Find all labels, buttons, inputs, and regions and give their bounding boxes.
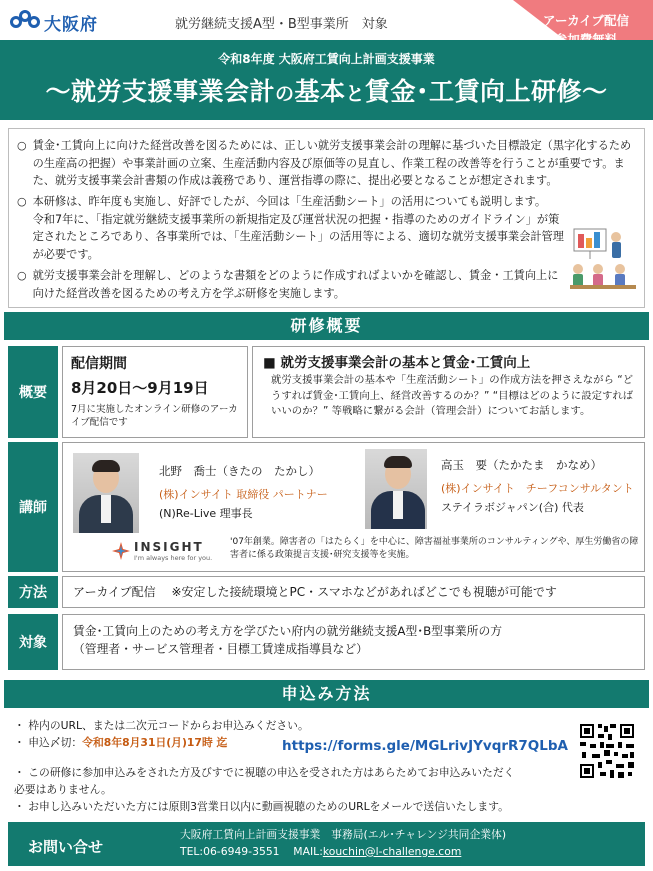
course-description: 就労支援事業会計の基本や「生産活動シート」の作成方法を押さえながら “どうすれば賃金･工賃向上、経営改善するのか？” “目標はどのように設定すればいいのか？” 等戦略に繋がる会計（管理会計）についてお話します。 bbox=[271, 374, 634, 418]
bullet-icon: ○ bbox=[17, 195, 27, 209]
target-line-1: 賃金･工賃向上のための考え方を学びたい府内の就労継続支援A型･B型事業所の方 bbox=[73, 624, 503, 638]
overview-section-band: 研修概要 bbox=[4, 312, 649, 340]
title-part-e: 賃金･工賃向上研修～ bbox=[365, 77, 608, 106]
period-note: 7月に実施したオンライン研修のアーカイブ配信です bbox=[71, 404, 238, 428]
course-title: ■ 就労支援事業会計の基本と賃金･工賃向上 bbox=[263, 355, 531, 371]
lecturer-2-role: (株)インサイト チーフコンサルタント bbox=[441, 482, 634, 495]
lecturer-label: 講師 bbox=[8, 442, 58, 572]
apply-instructions bbox=[14, 718, 634, 816]
intro-text-2b: 令和7年に、「指定就労継続支援事業所の新規指定及び運営状況の把握・指導のためのガイドライン」が策定されたところであり、各事業所では、「生産活動シート」の活用等による、適切な就労支援事業会計管理が必要です。 bbox=[32, 212, 564, 262]
target-label: 対象 bbox=[8, 614, 58, 670]
title-subtitle: 令和8年度 大阪府工賃向上計画支援事業 bbox=[218, 52, 435, 66]
logo-text: 大阪府 bbox=[44, 14, 98, 35]
intro-box bbox=[8, 128, 645, 308]
insight-star-icon bbox=[112, 542, 130, 560]
bullet-icon: ○ bbox=[17, 268, 27, 282]
intro-text-1: 賃金･工賃向上に向けた経営改善を図るためには、正しい就労支援事業会計の理解に基づいた目標設定（黒字化するための生産高の把握）や事業計画の立案、生産活動内容及び原価等の見直し、作業工程の改善等を行うことが重要です。また、就労支援事業会計書類の作成は義務であり、運営指導の際に、提出必要となることが想定されます。 bbox=[32, 139, 632, 188]
intro-paragraph-1 bbox=[17, 137, 636, 190]
apply-line-3: ・ この研修に参加申込みをされた方及びすでに視聴の申込を受された方はあらためてお申込みいただく bbox=[14, 766, 515, 780]
title-part-b: の bbox=[274, 83, 295, 105]
apply-line-4: ・ お申し込みいただいた方には原則3営業日以内に動画視聴のためのURLをメールで送信いたします。 bbox=[14, 799, 509, 813]
contact-mail-link[interactable]: kouchin@l-challenge.com bbox=[322, 844, 462, 858]
insight-logo bbox=[112, 540, 212, 562]
apply-line-3b: 必要はありません。 bbox=[14, 783, 112, 797]
meeting-illustration-icon bbox=[568, 225, 638, 293]
lecturer-2-info bbox=[441, 457, 634, 515]
title-part-a: ～就労支援事業会計 bbox=[45, 77, 275, 106]
contact-mail-label: MAIL: bbox=[293, 844, 323, 858]
intro-paragraph-2 bbox=[17, 193, 636, 264]
lecturer-2-name: 高玉 要（たかたま かなめ） bbox=[441, 458, 602, 472]
deadline-prefix: ・ 申込〆切： bbox=[14, 735, 83, 749]
target-box bbox=[62, 614, 645, 670]
qr-code-icon[interactable] bbox=[578, 722, 636, 780]
overview-label: 概要 bbox=[8, 346, 58, 438]
osaka-mark-icon bbox=[10, 10, 40, 34]
page-title bbox=[0, 72, 653, 108]
contact-label: お問い合せ bbox=[28, 838, 104, 856]
insight-description: '07年創業。障害者の「はたらく」を中心に、障害福祉事業所のコンサルティングや、厚生労働省の障害者に係る政策提言支援･研究支援等を実施。 bbox=[230, 537, 639, 561]
lecturer-2-org: ステイラボジャパン(合) 代表 bbox=[441, 501, 584, 514]
lecturer-1-org: (N)Re-Live 理事長 bbox=[159, 507, 253, 520]
course-box bbox=[252, 346, 645, 438]
lecturer-photo-2 bbox=[365, 449, 427, 529]
period-dates: 8月20日～9月19日 bbox=[71, 379, 209, 397]
period-label: 配信期間 bbox=[71, 356, 127, 372]
contact-lines bbox=[180, 844, 506, 861]
badge-line-1: アーカイブ配信 bbox=[542, 13, 630, 28]
deadline: 令和8年8月31日(月)17時 迄 bbox=[82, 735, 228, 749]
lecturer-1-info bbox=[159, 463, 328, 521]
title-part-d: と bbox=[345, 83, 366, 105]
insight-brand: INSIGHT bbox=[134, 540, 204, 554]
osaka-logo bbox=[10, 8, 120, 36]
delivery-period-box bbox=[62, 346, 248, 438]
method-label: 方法 bbox=[8, 576, 58, 608]
lecturer-photo-1 bbox=[73, 453, 139, 533]
bullet-icon: ○ bbox=[17, 139, 27, 152]
contact-tel: TEL:06-6949-3551 bbox=[180, 844, 280, 858]
title-part-c: 基本 bbox=[294, 77, 346, 106]
target-audience-line: 就労継続支援A型・B型事業所 対象 bbox=[175, 17, 388, 32]
intro-paragraph-3 bbox=[17, 267, 636, 302]
method-box: アーカイブ配信 ※安定した接続環境とPC・スマホなどがあればどこでも視聴が可能です bbox=[62, 576, 645, 608]
insight-tagline: I'm always here for you. bbox=[134, 554, 213, 562]
apply-section-band: 申込み方法 bbox=[4, 680, 649, 708]
contact-info bbox=[180, 827, 506, 860]
intro-text-3: 就労支援事業会計を理解し、どのような書類をどのように作成すればよいかを確認し、賃金・工賃向上に向けた経営改善を図るための考え方を学ぶ研修を実施します。 bbox=[32, 268, 559, 300]
intro-text-2a: 本研修は、昨年度も実施し、好評でしたが、今回は「生産活動シート」の活用についても説明します。 bbox=[32, 195, 547, 209]
apply-line-1: ・ 枠内のURL、または二次元コードからお申込みください。 bbox=[14, 719, 309, 732]
contact-office: 大阪府工賃向上計画支援事業 事務局(エル･チャレンジ共同企業体) bbox=[180, 828, 507, 841]
target-line-2: （管理者・サービス管理者・目標工賃達成指導員など） bbox=[73, 641, 368, 656]
application-url-link[interactable]: https://forms.gle/MGLrivJYvqrR7QLbA bbox=[282, 738, 568, 754]
lecturer-1-name: 北野 喬士（きたの たかし） bbox=[159, 464, 320, 478]
lecturer-1-role: (株)インサイト 取締役 パートナー bbox=[159, 488, 328, 501]
